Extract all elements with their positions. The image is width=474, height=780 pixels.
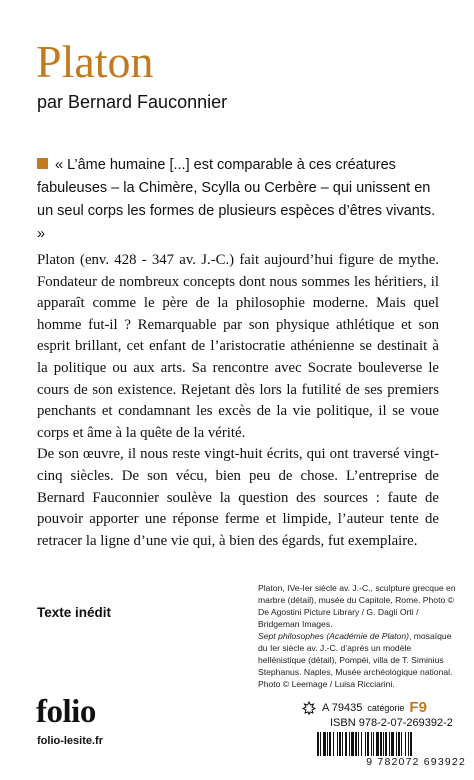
book-title: Platon [36, 36, 154, 87]
synopsis-paragraph-2: De son œuvre, il nous reste vingt-huit écrits, qui ont traversé vingt-cinq siècles. De son vécu, bien peu de chose. L’entreprise de Bernard Fauconnier soulève la question des sources : faute de pouvoir apporter une réponse ferme et limpide, l’auteur tente de retracer la ligne d’une vie qui, à bien des égards, fut exemplaire. [37, 446, 439, 549]
quote-square-icon [37, 158, 48, 169]
image-credit-1: Platon, IVe-Ier siècle av. J.-C., sculpture grecque en marbre (détail), musée du Capitole, Rome. Photo © De Agostini Picture Library / G. Dagli Orti / Bridgeman Images. [258, 583, 456, 629]
isbn: ISBN 978-2-07-269392-2 [330, 717, 453, 729]
publisher-logo-icon [302, 701, 316, 715]
synopsis [37, 250, 439, 552]
category-code: F9 [409, 699, 427, 716]
quote-text: « L’âme humaine [...] est comparable à ces créatures fabuleuses – la Chimère, Scylla ou Cerbère – qui unissent en un seul corps les formes de plusieurs espèces d’êtres vivants. » [37, 157, 436, 242]
catalog-code: A 79435 [322, 701, 363, 714]
image-credit-2-text: , mosaïque du Ier siècle av. J.-C. d’après un modèle hellénistique (détail), Pompéi, villa de T. Siminius Stephanus. Naples, Musée archéologique national. Photo © Leemage / Luisa Ricciarini. [258, 631, 453, 689]
category-label: catégorie [367, 702, 405, 713]
synopsis-paragraph-1: Platon (env. 428 - 347 av. J.-C.) fait aujourd’hui figure de mythe. Fondateur de nombreux concepts dont nous sommes les héritiers, il apparaît comme le père de la philosophie moderne. Mais quel homme fut-il ? Remarquable par son physique athlétique et son esprit brillant, cet enfant de l’aristocratie athénienne se destinait à la politique ou aux arts. Sa rencontre avec Socrate bouleverse le cours de son existence. Rejetant dès lors la futilité de ses premiers penchants et condamnant les excès de la vie politique, il se voue corps et âme à la quête de la vérité. [37, 252, 439, 441]
barcode-number: 9 782072 693922 [366, 756, 466, 768]
pull-quote [37, 154, 445, 246]
image-credit-2 [258, 630, 458, 690]
publisher-logo: folio [36, 694, 96, 730]
image-credit-2-title: Sept philosophes (Académie de Platon) [258, 631, 409, 641]
publisher-website: folio-lesite.fr [37, 735, 104, 747]
author-line: par Bernard Fauconnier [37, 92, 228, 112]
texte-inedit-badge: Texte inédit [37, 605, 112, 620]
catalog-code-line [302, 699, 427, 716]
